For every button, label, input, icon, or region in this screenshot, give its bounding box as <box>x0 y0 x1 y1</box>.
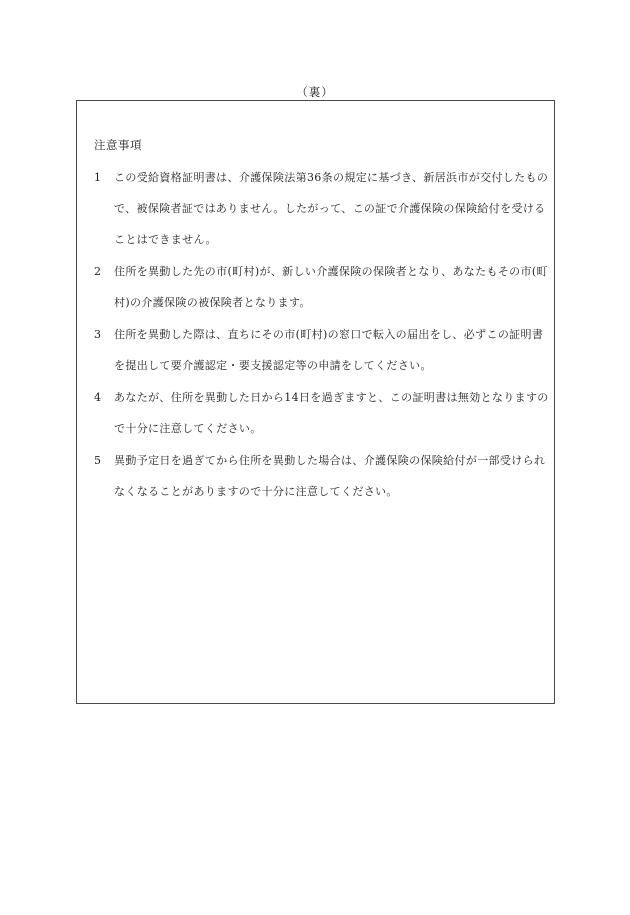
notice-heading: 注意事項 <box>94 138 142 152</box>
notice-item-number: 2 <box>94 265 102 278</box>
page-side-label: （裏） <box>296 85 334 99</box>
notice-list <box>94 162 554 508</box>
notice-item-text: 住所を異動した先の市(町村)が、新しい介護保険の保険者となり、あなたもその市(町村)の介護保険の被保険者となります。 <box>114 265 548 309</box>
notice-item <box>94 162 554 255</box>
notice-item-text: あなたが、住所を異動した日から14日を過ぎますと、この証明書は無効となりますので十分に注意してください。 <box>114 391 549 435</box>
notice-item-text: この受給資格証明書は、介護保険法第36条の規定に基づき、新居浜市が交付したもので、被保険者証ではありません。したがって、この証で介護保険の保険給付を受けることはできません。 <box>114 171 549 246</box>
notice-item <box>94 256 554 318</box>
notice-item-number: 3 <box>94 328 102 341</box>
notice-item <box>94 382 554 444</box>
notice-item-number: 4 <box>94 391 102 404</box>
notice-box <box>76 100 555 704</box>
notice-item-number: 5 <box>94 454 102 467</box>
notice-item-text: 住所を異動した際は、直ちにその市(町村)の窓口で転入の届出をし、必ずこの証明書を提出して要介護認定・要支援認定等の申請をしてください。 <box>114 328 544 372</box>
notice-item-number: 1 <box>94 171 102 184</box>
notice-item <box>94 445 554 507</box>
notice-item-text: 異動予定日を過ぎてから住所を異動した場合は、介護保険の保険給付が一部受けられなくなることがありますので十分に注意してください。 <box>114 454 546 498</box>
notice-item <box>94 319 554 381</box>
